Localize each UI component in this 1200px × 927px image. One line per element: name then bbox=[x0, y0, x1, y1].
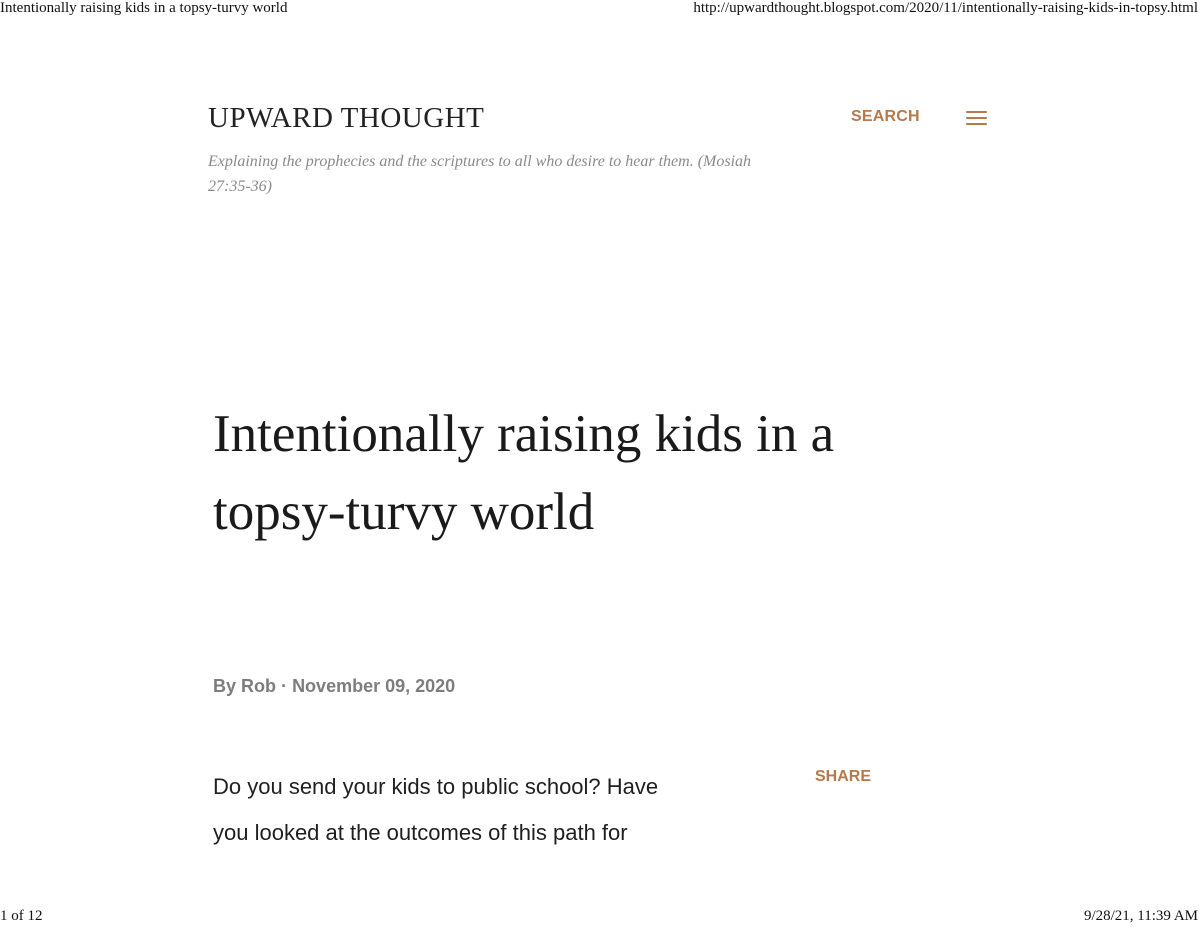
menu-bar bbox=[966, 111, 987, 113]
byline-prefix: By bbox=[213, 676, 237, 696]
blog-title-link[interactable]: UPWARD THOUGHT bbox=[208, 102, 485, 134]
post-body-excerpt: Do you send your kids to public school? Have you looked at the outcomes of this path for bbox=[213, 774, 659, 845]
print-page-counter: 1 of 12 bbox=[0, 908, 43, 924]
hamburger-menu-icon[interactable] bbox=[966, 110, 987, 126]
post-title: Intentionally raising kids in a topsy-turvy world bbox=[213, 405, 835, 541]
print-timestamp: 9/28/21, 11:39 AM bbox=[1083, 908, 1198, 924]
search-button[interactable]: SEARCH bbox=[851, 108, 920, 125]
share-button[interactable]: SHARE bbox=[815, 768, 872, 785]
post-byline bbox=[213, 676, 455, 697]
print-page-title: Intentionally raising kids in a topsy-turvy world bbox=[0, 0, 288, 16]
blog-tagline: Explaining the prophecies and the scriptures to all who desire to hear them. (Mosiah 27:35-36) bbox=[208, 153, 752, 195]
menu-bar bbox=[966, 123, 987, 125]
byline-separator: · bbox=[281, 676, 288, 696]
author-link[interactable]: Rob bbox=[241, 676, 277, 696]
post-date[interactable]: November 09, 2020 bbox=[292, 676, 456, 696]
menu-bar bbox=[966, 117, 987, 119]
print-url: http://upwardthought.blogspot.com/2020/11/intentionally-raising-kids-in-topsy.html bbox=[693, 0, 1198, 16]
